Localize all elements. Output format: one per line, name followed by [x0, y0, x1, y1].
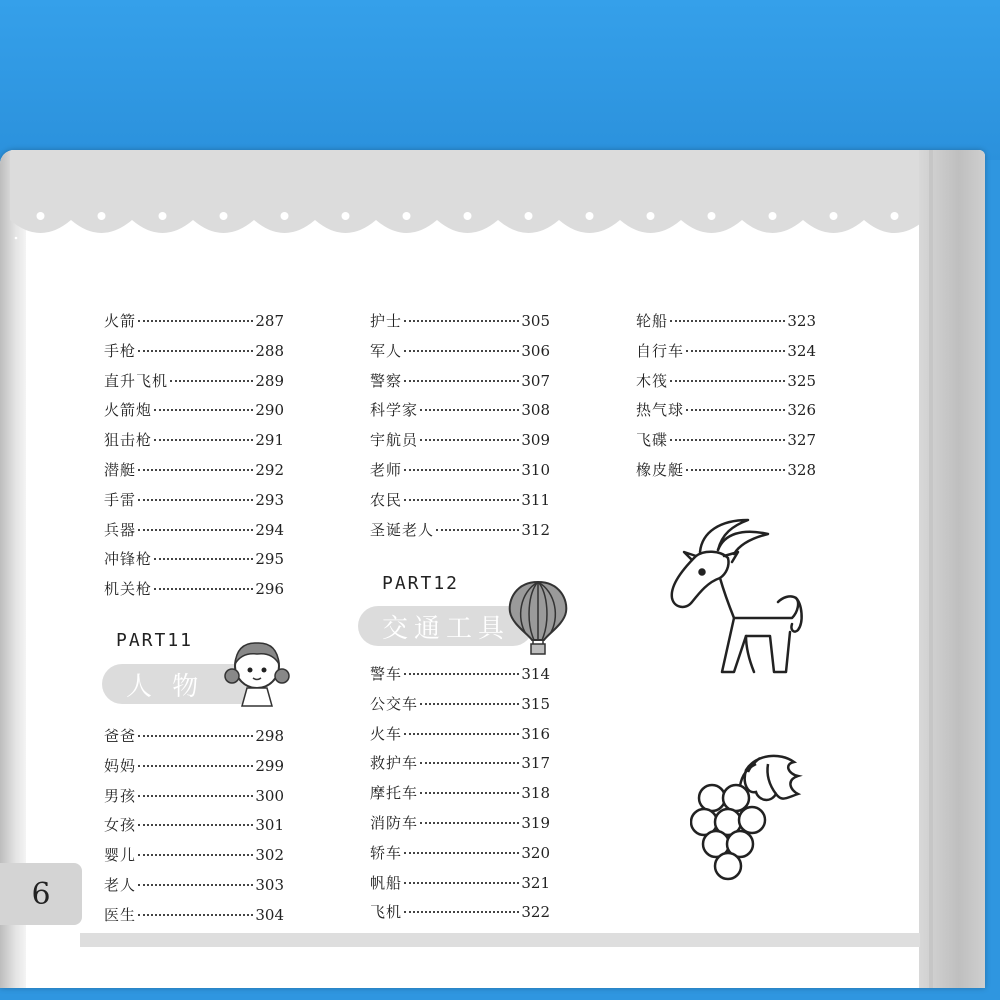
toc-column-2-part12 [370, 663, 550, 931]
scallop-stitch [743, 237, 746, 240]
toc-entry-title: 冲锋枪 [104, 550, 153, 569]
toc-entry [104, 310, 284, 340]
dot-leader [420, 439, 519, 441]
toc-entry [370, 782, 550, 812]
toc-entry-page: 294 [255, 520, 284, 539]
scallop-dot [159, 212, 167, 220]
toc-entry [104, 399, 284, 429]
grapes-drawing [690, 750, 810, 885]
dot-leader [686, 409, 785, 411]
scallop-stitch [463, 237, 466, 240]
toc-entry-title: 摩托车 [370, 784, 419, 803]
toc-entry [370, 399, 550, 429]
toc-entry-page: 304 [255, 905, 284, 924]
toc-entry-title: 男孩 [104, 786, 137, 805]
toc-entry-page: 312 [521, 520, 550, 539]
scallop-dot [586, 212, 594, 220]
toc-entry [636, 399, 816, 429]
scallop-stitch [575, 237, 578, 240]
scallop-stitch [351, 237, 354, 240]
scallop-stitch [99, 237, 102, 240]
toc-entry-title: 农民 [370, 490, 403, 509]
toc-entry [370, 842, 550, 872]
toc-entry [104, 755, 284, 785]
dot-leader [404, 673, 519, 675]
toc-entry [370, 429, 550, 459]
toc-entry-page: 287 [255, 312, 284, 330]
dot-leader [420, 703, 519, 705]
toc-entry [636, 310, 816, 340]
toc-entry-title: 帆船 [370, 873, 403, 892]
scallop-stitch [561, 237, 564, 240]
toc-entry-title: 公交车 [370, 694, 419, 713]
toc-entry [104, 370, 284, 400]
toc-entry-page: 322 [521, 903, 550, 922]
toc-entry-page: 314 [521, 665, 550, 683]
dot-leader [404, 852, 519, 854]
scallop-stitch [645, 237, 648, 240]
toc-entry-title: 警车 [370, 665, 403, 683]
scallop-stitch [449, 237, 452, 240]
toc-entry-page: 321 [521, 873, 550, 892]
scallop-stitch [883, 237, 886, 240]
scallop-stitch [701, 237, 704, 240]
scallop-stitch [155, 237, 158, 240]
toc-entry-page: 319 [521, 813, 550, 832]
dot-leader [420, 822, 519, 824]
dot-leader [138, 914, 253, 916]
toc-entry [104, 519, 284, 549]
toc-entry-title: 兵器 [104, 520, 137, 539]
scallop-dot [525, 212, 533, 220]
toc-entry-page: 307 [521, 371, 550, 390]
scallop-dot [403, 212, 411, 220]
scallop-dot [891, 212, 899, 220]
toc-entry-page: 300 [255, 786, 284, 805]
toc-entry-page: 324 [787, 341, 816, 360]
dot-leader [404, 469, 519, 471]
toc-entry [636, 459, 816, 489]
scallop-stitch [827, 237, 830, 240]
toc-entry [370, 310, 550, 340]
toc-entry-title: 女孩 [104, 816, 137, 835]
toc-entry-title: 宇航员 [370, 431, 419, 450]
scallop-stitch [659, 237, 662, 240]
toc-entry [104, 459, 284, 489]
scallop-stitch [617, 237, 620, 240]
scallop-stitch [253, 237, 256, 240]
scallop-stitch [771, 237, 774, 240]
toc-entry-page: 301 [255, 816, 284, 835]
scallop-stitch [225, 237, 228, 240]
dot-leader [670, 320, 785, 322]
scallop-stitch [295, 237, 298, 240]
toc-column-3 [636, 310, 816, 489]
part12-label: PART12 [382, 573, 460, 594]
scallop-stitch [505, 237, 508, 240]
scallop-stitch [519, 237, 522, 240]
scallop-stitch [169, 237, 172, 240]
toc-column-2 [370, 310, 550, 548]
toc-entry [636, 340, 816, 370]
hot-air-balloon-icon [502, 578, 574, 658]
toc-entry-page: 328 [787, 460, 816, 479]
toc-entry-title: 轮船 [636, 312, 669, 330]
dot-leader [404, 733, 519, 735]
dot-leader [170, 380, 253, 382]
page-number: 6 [0, 863, 82, 925]
scallop-stitch [211, 237, 214, 240]
dot-leader [670, 439, 785, 441]
scallop-stitch [323, 237, 326, 240]
scallop-stitch [491, 237, 494, 240]
toc-entry-title: 火箭 [104, 312, 137, 330]
part11-title: 人 物 [102, 664, 262, 704]
toc-entry-title: 手雷 [104, 490, 137, 509]
toc-entry-page: 311 [521, 490, 550, 509]
toc-entry-page: 303 [255, 875, 284, 894]
toc-column-1-part11 [104, 725, 284, 934]
toc-entry [370, 489, 550, 519]
dot-leader [138, 884, 253, 886]
scallop-stitch [757, 237, 760, 240]
toc-entry [104, 489, 284, 519]
dot-leader [404, 911, 519, 913]
toc-entry [370, 752, 550, 782]
toc-entry [370, 370, 550, 400]
bottom-strip [80, 933, 920, 947]
dot-leader [436, 529, 519, 531]
scallop-stitch [799, 237, 802, 240]
dot-leader [154, 439, 253, 441]
toc-entry [370, 872, 550, 902]
toc-entry-title: 机关枪 [104, 580, 153, 599]
girl-icon [222, 634, 292, 709]
toc-entry [370, 693, 550, 723]
toc-entry [636, 429, 816, 459]
scallop-stitch [281, 237, 284, 240]
dot-leader [420, 792, 519, 794]
scallop-stitch [421, 237, 424, 240]
scallop-dot [220, 212, 228, 220]
scallop-stitch [715, 237, 718, 240]
page-gutter-right [919, 150, 985, 988]
toc-entry-page: 302 [255, 846, 284, 865]
scallop-stitch [855, 237, 858, 240]
toc-entry [104, 578, 284, 608]
scallop-stitch [729, 237, 732, 240]
toc-entry-title: 直升飞机 [104, 371, 169, 390]
dot-leader [138, 499, 253, 501]
scallop-stitch [239, 237, 242, 240]
scallop-stitch [813, 237, 816, 240]
scallop-stitch [29, 237, 32, 240]
dot-leader [154, 558, 253, 560]
toc-entry-title: 狙击枪 [104, 431, 153, 450]
toc-entry-page: 306 [521, 341, 550, 360]
scallop-stitch [869, 237, 872, 240]
scallop-dot [708, 212, 716, 220]
toc-entry [370, 723, 550, 753]
part11-label: PART11 [116, 630, 194, 651]
toc-entry-title: 圣诞老人 [370, 520, 435, 539]
toc-entry-title: 婴儿 [104, 846, 137, 865]
dot-leader [138, 529, 253, 531]
toc-entry-page: 305 [521, 312, 550, 330]
scallop-stitch [113, 237, 116, 240]
scallop-stitch [673, 237, 676, 240]
toc-entry [370, 340, 550, 370]
scallop-stitch [393, 237, 396, 240]
antelope-drawing [662, 512, 812, 682]
toc-entry-title: 医生 [104, 905, 137, 924]
toc-entry-page: 308 [521, 401, 550, 420]
toc-entry [370, 901, 550, 931]
toc-entry-title: 手枪 [104, 341, 137, 360]
toc-entry-title: 热气球 [636, 401, 685, 420]
dot-leader [138, 854, 253, 856]
dot-leader [154, 409, 253, 411]
dot-leader [138, 735, 253, 737]
scallop-dot [342, 212, 350, 220]
toc-entry-title: 火箭炮 [104, 401, 153, 420]
toc-entry [104, 340, 284, 370]
scallop-dot [98, 212, 106, 220]
toc-entry-page: 325 [787, 371, 816, 390]
scallop-stitch [15, 237, 18, 240]
toc-entry [104, 904, 284, 934]
scallop-stitch [477, 237, 480, 240]
dot-leader [404, 380, 519, 382]
toc-entry [370, 459, 550, 489]
toc-entry-page: 299 [255, 756, 284, 775]
scallop-stitch [407, 237, 410, 240]
scallop-stitch [183, 237, 186, 240]
scallop-stitch [365, 237, 368, 240]
toc-entry-title: 护士 [370, 312, 403, 330]
toc-entry [636, 370, 816, 400]
scallop-stitch [309, 237, 312, 240]
scallop-stitch [127, 237, 130, 240]
toc-entry-title: 轿车 [370, 843, 403, 862]
scallop-stitch [57, 237, 60, 240]
toc-entry-title: 橡皮艇 [636, 460, 685, 479]
scallop-stitch [85, 237, 88, 240]
book-page [0, 150, 985, 988]
toc-entry-page: 327 [787, 431, 816, 450]
dot-leader [686, 469, 785, 471]
toc-entry-page: 289 [255, 371, 284, 390]
toc-entry-page: 298 [255, 727, 284, 745]
scallop-dot [281, 212, 289, 220]
scallop-stitch [533, 237, 536, 240]
dot-leader [154, 588, 253, 590]
scallop-stitch [687, 237, 690, 240]
toc-entry-title: 老人 [104, 875, 137, 894]
toc-entry-page: 323 [787, 312, 816, 330]
dot-leader [404, 350, 519, 352]
toc-entry-page: 295 [255, 550, 284, 569]
toc-entry-title: 火车 [370, 724, 403, 743]
toc-entry-title: 自行车 [636, 341, 685, 360]
toc-entry-title: 飞碟 [636, 431, 669, 450]
toc-entry-title: 妈妈 [104, 756, 137, 775]
dot-leader [138, 350, 253, 352]
scallop-dot [769, 212, 777, 220]
dot-leader [138, 824, 253, 826]
toc-entry-page: 315 [521, 694, 550, 713]
scallop-dot [37, 212, 45, 220]
toc-entry-title: 潜艇 [104, 460, 137, 479]
scallop-stitch [603, 237, 606, 240]
scallop-border [10, 202, 925, 242]
scallop-stitch [267, 237, 270, 240]
toc-entry-title: 消防车 [370, 813, 419, 832]
scallop-stitch [435, 237, 438, 240]
toc-entry [370, 519, 550, 549]
toc-entry [104, 429, 284, 459]
scallop-stitch [785, 237, 788, 240]
toc-entry [104, 785, 284, 815]
toc-entry [104, 814, 284, 844]
toc-column-1 [104, 310, 284, 608]
scallop-stitch [911, 237, 914, 240]
toc-entry-page: 317 [521, 754, 550, 773]
part12-title: 交通工具 [358, 606, 533, 646]
dot-leader [670, 380, 785, 382]
toc-entry-title: 警察 [370, 371, 403, 390]
scallop-dot [647, 212, 655, 220]
scallop-stitch [547, 237, 550, 240]
scallop-stitch [197, 237, 200, 240]
toc-entry [370, 812, 550, 842]
toc-entry [104, 844, 284, 874]
scallop-stitch [379, 237, 382, 240]
toc-entry [104, 874, 284, 904]
toc-entry-page: 296 [255, 580, 284, 599]
toc-entry-page: 290 [255, 401, 284, 420]
toc-entry-page: 320 [521, 843, 550, 862]
scallop-stitch [337, 237, 340, 240]
scallop-dot [830, 212, 838, 220]
dot-leader [404, 499, 519, 501]
toc-entry [104, 548, 284, 578]
toc-entry-title: 老师 [370, 460, 403, 479]
scallop-stitch [897, 237, 900, 240]
scallop-stitch [631, 237, 634, 240]
toc-entry-page: 309 [521, 431, 550, 450]
toc-entry [370, 663, 550, 693]
toc-entry-title: 科学家 [370, 401, 419, 420]
dot-leader [420, 762, 519, 764]
dot-leader [138, 320, 253, 322]
toc-entry-page: 288 [255, 341, 284, 360]
dot-leader [420, 409, 519, 411]
toc-entry-title: 木筏 [636, 371, 669, 390]
dot-leader [404, 882, 519, 884]
scallop-stitch [589, 237, 592, 240]
scallop-dot [464, 212, 472, 220]
toc-entry-page: 326 [787, 401, 816, 420]
toc-entry-title: 飞机 [370, 903, 403, 922]
toc-entry-page: 310 [521, 460, 550, 479]
dot-leader [138, 469, 253, 471]
scallop-stitch [71, 237, 74, 240]
toc-entry-title: 救护车 [370, 754, 419, 773]
scallop-stitch [141, 237, 144, 240]
dot-leader [686, 350, 785, 352]
scallop-stitch [43, 237, 46, 240]
toc-entry [104, 725, 284, 755]
toc-entry-page: 316 [521, 724, 550, 743]
toc-entry-page: 292 [255, 460, 284, 479]
toc-entry-page: 318 [521, 784, 550, 803]
toc-entry-title: 军人 [370, 341, 403, 360]
toc-entry-page: 291 [255, 431, 284, 450]
toc-entry-page: 293 [255, 490, 284, 509]
dot-leader [138, 795, 253, 797]
toc-entry-title: 爸爸 [104, 727, 137, 745]
dot-leader [138, 765, 253, 767]
scallop-stitch [841, 237, 844, 240]
dot-leader [404, 320, 519, 322]
blue-background [0, 0, 1000, 160]
